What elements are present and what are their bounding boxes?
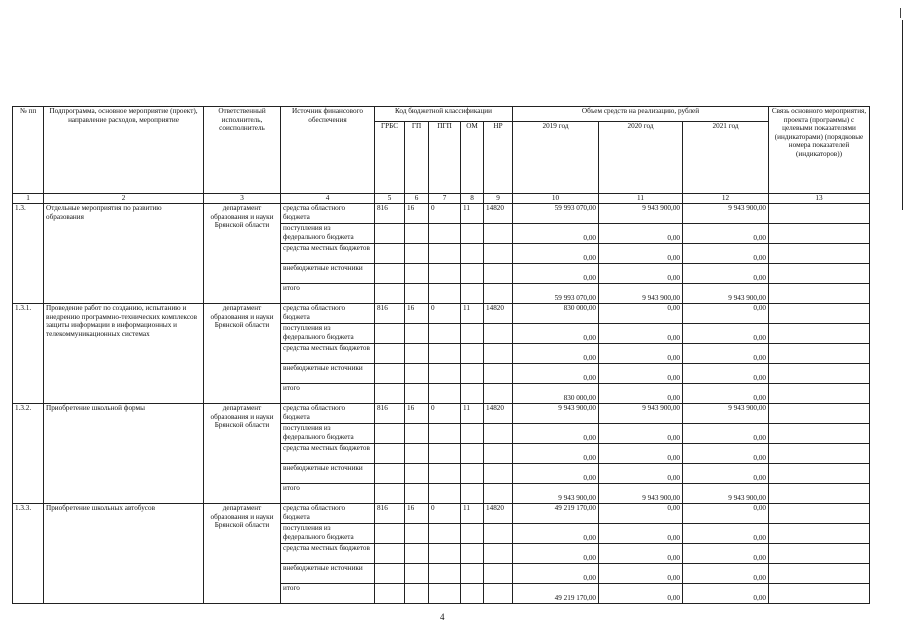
amount-cell: 9 943 900,00 xyxy=(599,404,683,424)
code-cell xyxy=(461,364,484,384)
amount-cell: 0,00 xyxy=(513,524,599,544)
code-cell xyxy=(461,344,484,364)
header-volume: Объем средств на реализацию, рублей xyxy=(513,107,769,122)
item-number: 1.3.1. xyxy=(13,304,44,404)
amount-cell: 0,00 xyxy=(683,444,769,464)
code-cell xyxy=(429,544,461,564)
link-cell xyxy=(769,404,870,424)
code-cell xyxy=(405,484,429,504)
code-np: 14820 xyxy=(484,504,513,524)
code-cell xyxy=(375,564,405,584)
amount-cell: 0,00 xyxy=(513,464,599,484)
source-row xyxy=(13,504,870,524)
amount-cell: 0,00 xyxy=(683,244,769,264)
amount-cell: 0,00 xyxy=(599,304,683,324)
amount-cell: 0,00 xyxy=(513,444,599,464)
link-cell xyxy=(769,224,870,244)
source-label: итого xyxy=(281,384,375,404)
code-cell xyxy=(484,344,513,364)
code-cell xyxy=(429,264,461,284)
item-name: Приобретение школьной формы xyxy=(44,404,204,504)
colnum: 6 xyxy=(405,194,429,204)
total-amount-cell: 59 993 070,00 xyxy=(513,284,599,304)
amount-cell: 0,00 xyxy=(513,264,599,284)
code-cell xyxy=(375,484,405,504)
code-cell xyxy=(484,564,513,584)
code-cell xyxy=(461,264,484,284)
colnum: 10 xyxy=(513,194,599,204)
code-cell xyxy=(405,424,429,444)
code-grbs: 816 xyxy=(375,404,405,424)
amount-cell: 0,00 xyxy=(599,424,683,444)
source-label: итого xyxy=(281,484,375,504)
total-amount-cell: 0,00 xyxy=(683,584,769,604)
code-cell xyxy=(405,384,429,404)
code-cell xyxy=(375,384,405,404)
total-amount-cell: 830 000,00 xyxy=(513,384,599,404)
source-label: поступления из федерального бюджета xyxy=(281,224,375,244)
code-cell xyxy=(429,584,461,604)
link-cell xyxy=(769,584,870,604)
amount-cell: 0,00 xyxy=(599,244,683,264)
code-cell xyxy=(405,544,429,564)
header-2019: 2019 год xyxy=(513,122,599,194)
code-pgp: 0 xyxy=(429,204,461,224)
link-cell xyxy=(769,244,870,264)
code-om: 11 xyxy=(461,204,484,224)
amount-cell: 0,00 xyxy=(599,504,683,524)
code-cell xyxy=(405,584,429,604)
edge-mark-top xyxy=(900,8,901,18)
source-label: поступления из федерального бюджета xyxy=(281,424,375,444)
total-amount-cell: 0,00 xyxy=(599,384,683,404)
amount-cell: 9 943 900,00 xyxy=(683,204,769,224)
amount-cell: 0,00 xyxy=(683,564,769,584)
link-cell xyxy=(769,344,870,364)
code-cell xyxy=(484,584,513,604)
link-cell xyxy=(769,484,870,504)
code-cell xyxy=(405,284,429,304)
code-np: 14820 xyxy=(484,304,513,324)
code-cell xyxy=(461,564,484,584)
header-2021: 2021 год xyxy=(683,122,769,194)
colnum: 2 xyxy=(44,194,204,204)
source-label: внебюджетные источники xyxy=(281,364,375,384)
amount-cell: 0,00 xyxy=(683,304,769,324)
code-cell xyxy=(429,224,461,244)
code-pgp: 0 xyxy=(429,404,461,424)
code-np: 14820 xyxy=(484,404,513,424)
colnum: 5 xyxy=(375,194,405,204)
source-label: средства местных бюджетов xyxy=(281,344,375,364)
code-np: 14820 xyxy=(484,204,513,224)
link-cell xyxy=(769,504,870,524)
source-label: средства областного бюджета xyxy=(281,304,375,324)
code-cell xyxy=(375,264,405,284)
code-cell xyxy=(429,364,461,384)
code-cell xyxy=(461,284,484,304)
link-cell xyxy=(769,544,870,564)
edge-mark xyxy=(902,20,903,210)
code-cell xyxy=(484,384,513,404)
amount-cell: 0,00 xyxy=(683,224,769,244)
item-responsible: департамент образования и науки Брянской области xyxy=(204,204,281,304)
header-source: Источник финансового обеспечения xyxy=(281,107,375,194)
amount-cell: 0,00 xyxy=(599,264,683,284)
amount-cell: 0,00 xyxy=(599,564,683,584)
code-cell xyxy=(405,464,429,484)
budget-table xyxy=(12,106,870,604)
amount-cell: 0,00 xyxy=(683,504,769,524)
link-cell xyxy=(769,264,870,284)
code-cell xyxy=(429,244,461,264)
header-gp: ГП xyxy=(405,122,429,194)
code-cell xyxy=(405,344,429,364)
code-grbs: 816 xyxy=(375,504,405,524)
code-cell xyxy=(461,444,484,464)
link-cell xyxy=(769,444,870,464)
amount-cell: 0,00 xyxy=(599,344,683,364)
code-cell xyxy=(461,464,484,484)
source-label: поступления из федерального бюджета xyxy=(281,524,375,544)
code-gp: 16 xyxy=(405,204,429,224)
link-cell xyxy=(769,424,870,444)
amount-cell: 0,00 xyxy=(599,464,683,484)
code-cell xyxy=(484,424,513,444)
code-cell xyxy=(429,424,461,444)
code-om: 11 xyxy=(461,504,484,524)
code-pgp: 0 xyxy=(429,304,461,324)
colnum: 9 xyxy=(484,194,513,204)
code-cell xyxy=(405,264,429,284)
code-cell xyxy=(484,464,513,484)
code-cell xyxy=(461,424,484,444)
amount-cell: 0,00 xyxy=(513,564,599,584)
amount-cell: 0,00 xyxy=(513,424,599,444)
code-cell xyxy=(375,584,405,604)
item-number: 1.3.3. xyxy=(13,504,44,604)
code-cell xyxy=(484,244,513,264)
colnum: 13 xyxy=(769,194,870,204)
source-row xyxy=(13,304,870,324)
code-cell xyxy=(375,464,405,484)
amount-cell: 0,00 xyxy=(683,424,769,444)
code-cell xyxy=(429,284,461,304)
colnum: 1 xyxy=(13,194,44,204)
amount-cell: 0,00 xyxy=(599,224,683,244)
code-grbs: 816 xyxy=(375,204,405,224)
total-amount-cell: 9 943 900,00 xyxy=(683,484,769,504)
source-label: внебюджетные источники xyxy=(281,564,375,584)
source-row xyxy=(13,204,870,224)
source-label: внебюджетные источники xyxy=(281,464,375,484)
source-label: внебюджетные источники xyxy=(281,264,375,284)
source-label: поступления из федерального бюджета xyxy=(281,324,375,344)
code-cell xyxy=(484,524,513,544)
link-cell xyxy=(769,364,870,384)
colnum: 3 xyxy=(204,194,281,204)
code-cell xyxy=(375,364,405,384)
code-cell xyxy=(461,524,484,544)
code-cell xyxy=(461,544,484,564)
amount-cell: 0,00 xyxy=(513,224,599,244)
code-cell xyxy=(429,344,461,364)
total-amount-cell: 9 943 900,00 xyxy=(683,284,769,304)
amount-cell: 0,00 xyxy=(599,444,683,464)
code-cell xyxy=(375,284,405,304)
amount-cell: 0,00 xyxy=(513,244,599,264)
link-cell xyxy=(769,324,870,344)
link-cell xyxy=(769,304,870,324)
total-amount-cell: 9 943 900,00 xyxy=(599,284,683,304)
total-amount-cell: 0,00 xyxy=(683,384,769,404)
code-om: 11 xyxy=(461,404,484,424)
code-cell xyxy=(484,264,513,284)
item-name: Отдельные мероприятия по развитию образования xyxy=(44,204,204,304)
colnum: 4 xyxy=(281,194,375,204)
code-om: 11 xyxy=(461,304,484,324)
item-number: 1.3.2. xyxy=(13,404,44,504)
amount-cell: 0,00 xyxy=(683,364,769,384)
link-cell xyxy=(769,464,870,484)
amount-cell: 0,00 xyxy=(599,324,683,344)
amount-cell: 0,00 xyxy=(683,344,769,364)
header-om: ОМ xyxy=(461,122,484,194)
header-row xyxy=(13,107,870,122)
code-gp: 16 xyxy=(405,304,429,324)
code-cell xyxy=(429,484,461,504)
amount-cell: 9 943 900,00 xyxy=(683,404,769,424)
item-responsible: департамент образования и науки Брянской области xyxy=(204,404,281,504)
header-resp: Ответственный исполнитель, соисполнитель xyxy=(204,107,281,194)
amount-cell: 0,00 xyxy=(683,324,769,344)
code-pgp: 0 xyxy=(429,504,461,524)
header-no: № пп xyxy=(13,107,44,194)
link-cell xyxy=(769,564,870,584)
header-grbs: ГРБС xyxy=(375,122,405,194)
code-cell xyxy=(484,324,513,344)
source-label: средства областного бюджета xyxy=(281,504,375,524)
total-amount-cell: 49 219 170,00 xyxy=(513,584,599,604)
source-label: средства областного бюджета xyxy=(281,404,375,424)
amount-cell: 49 219 170,00 xyxy=(513,504,599,524)
link-cell xyxy=(769,524,870,544)
header-pgp: ПГП xyxy=(429,122,461,194)
amount-cell: 0,00 xyxy=(599,544,683,564)
header-2020: 2020 год xyxy=(599,122,683,194)
code-cell xyxy=(405,444,429,464)
link-cell xyxy=(769,284,870,304)
amount-cell: 9 943 900,00 xyxy=(513,404,599,424)
code-cell xyxy=(461,324,484,344)
code-cell xyxy=(375,544,405,564)
code-cell xyxy=(405,564,429,584)
colnum: 11 xyxy=(599,194,683,204)
colnum: 12 xyxy=(683,194,769,204)
code-cell xyxy=(484,364,513,384)
code-cell xyxy=(484,224,513,244)
code-cell xyxy=(405,224,429,244)
code-cell xyxy=(484,544,513,564)
code-cell xyxy=(484,484,513,504)
total-amount-cell: 9 943 900,00 xyxy=(513,484,599,504)
amount-cell: 9 943 900,00 xyxy=(599,204,683,224)
code-gp: 16 xyxy=(405,504,429,524)
header-name: Подпрограмма, основное мероприятие (проект), направление расходов, мероприятие xyxy=(44,107,204,194)
source-label: средства местных бюджетов xyxy=(281,444,375,464)
code-cell xyxy=(405,364,429,384)
code-cell xyxy=(429,464,461,484)
code-cell xyxy=(461,484,484,504)
amount-cell: 0,00 xyxy=(683,464,769,484)
code-cell xyxy=(405,324,429,344)
amount-cell: 0,00 xyxy=(513,324,599,344)
code-grbs: 816 xyxy=(375,304,405,324)
amount-cell: 0,00 xyxy=(513,344,599,364)
code-cell xyxy=(429,524,461,544)
code-cell xyxy=(484,284,513,304)
code-cell xyxy=(375,324,405,344)
code-cell xyxy=(375,344,405,364)
code-cell xyxy=(461,244,484,264)
code-gp: 16 xyxy=(405,404,429,424)
source-label: средства местных бюджетов xyxy=(281,544,375,564)
code-cell xyxy=(461,224,484,244)
amount-cell: 0,00 xyxy=(683,264,769,284)
code-cell xyxy=(375,224,405,244)
amount-cell: 0,00 xyxy=(599,364,683,384)
amount-cell: 0,00 xyxy=(513,544,599,564)
item-responsible: департамент образования и науки Брянской области xyxy=(204,504,281,604)
code-cell xyxy=(429,384,461,404)
source-row xyxy=(13,404,870,424)
item-number: 1.3. xyxy=(13,204,44,304)
code-cell xyxy=(429,324,461,344)
amount-cell: 0,00 xyxy=(599,524,683,544)
code-cell xyxy=(461,584,484,604)
source-label: итого xyxy=(281,584,375,604)
total-amount-cell: 9 943 900,00 xyxy=(599,484,683,504)
header-link: Связь основного мероприятия, проекта (программы) с целевыми показателями (индикаторами) (порядковые номера показателей (индикаторов)) xyxy=(769,107,870,194)
header-kbk: Код бюджетной классификации xyxy=(375,107,513,122)
code-cell xyxy=(429,564,461,584)
item-responsible: департамент образования и науки Брянской области xyxy=(204,304,281,404)
code-cell xyxy=(405,244,429,264)
amount-cell: 59 993 070,00 xyxy=(513,204,599,224)
header-np: НР xyxy=(484,122,513,194)
page-number: 4 xyxy=(440,612,445,622)
amount-cell: 0,00 xyxy=(683,524,769,544)
item-name: Приобретение школьных автобусов xyxy=(44,504,204,604)
code-cell xyxy=(375,524,405,544)
source-label: средства областного бюджета xyxy=(281,204,375,224)
source-label: средства местных бюджетов xyxy=(281,244,375,264)
code-cell xyxy=(484,444,513,464)
link-cell xyxy=(769,384,870,404)
amount-cell: 830 000,00 xyxy=(513,304,599,324)
item-name: Проведение работ по созданию, испытанию и внедрению программно-технических комплексов защиты информации в информационных и телекоммуникационных системах xyxy=(44,304,204,404)
colnum: 7 xyxy=(429,194,461,204)
code-cell xyxy=(375,244,405,264)
code-cell xyxy=(375,444,405,464)
amount-cell: 0,00 xyxy=(513,364,599,384)
column-numbers-row xyxy=(13,194,870,204)
code-cell xyxy=(461,384,484,404)
colnum: 8 xyxy=(461,194,484,204)
link-cell xyxy=(769,204,870,224)
code-cell xyxy=(429,444,461,464)
code-cell xyxy=(375,424,405,444)
code-cell xyxy=(405,524,429,544)
amount-cell: 0,00 xyxy=(683,544,769,564)
total-amount-cell: 0,00 xyxy=(599,584,683,604)
source-label: итого xyxy=(281,284,375,304)
